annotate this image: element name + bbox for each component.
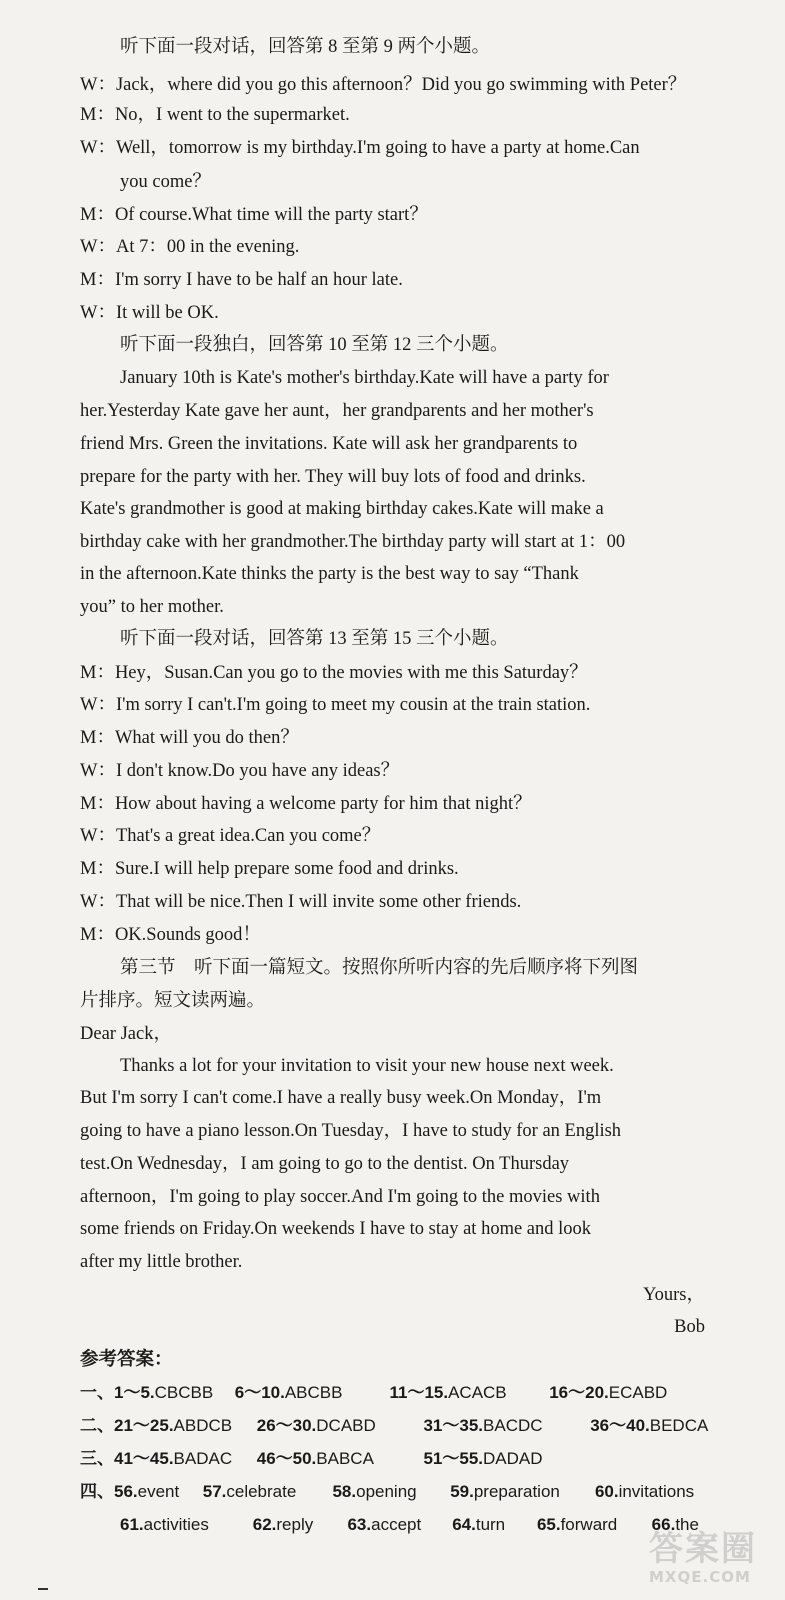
section-intro: 听下面一段对话，回答第 13 至第 15 三个小题。	[120, 629, 509, 649]
dialog-line: M：I'm sorry I have to be half an hour late.	[80, 270, 403, 290]
dialog-line: M：How about having a welcome party for him that night？	[80, 794, 532, 814]
answer-row	[80, 1442, 755, 1476]
answer-item: 一、1～5.CBCBB	[80, 1383, 214, 1402]
answer-row	[80, 1376, 755, 1410]
answer-item: 16～20.ECABD	[549, 1383, 668, 1402]
dialog-line: W：I'm sorry I can't.I'm going to meet my cousin at the train station.	[80, 695, 591, 715]
dialog-line: W：I don't know.Do you have any ideas？	[80, 761, 400, 781]
answer-item: 65.forward	[536, 1515, 618, 1534]
paragraph-line: birthday cake with her grandmother.The birthday party will start at 1：00	[80, 532, 626, 552]
letter-closing: Yours，	[643, 1285, 705, 1305]
dialog-line: W：At 7：00 in the evening.	[80, 237, 300, 257]
letter-salutation: Dear Jack，	[80, 1024, 172, 1044]
letter-line: test.On Wednesday，I am going to go to the dentist. On Thursday	[80, 1154, 570, 1174]
answer-item: 66.the	[651, 1515, 699, 1534]
answer-item: 64.turn	[452, 1515, 506, 1534]
section-intro: 听下面一段对话，回答第 8 至第 9 两个小题。	[120, 37, 491, 57]
answer-row	[80, 1409, 755, 1443]
answer-item: 57.celebrate	[202, 1482, 297, 1501]
watermark-logo: 答案圈 MXQE.COM	[649, 1529, 757, 1586]
answer-item: 60.invitations	[594, 1482, 695, 1501]
dialog-line: M：No，I went to the supermarket.	[80, 105, 350, 125]
section-heading: 第三节 听下面一篇短文。按照你所听内容的先后顺序将下列图	[120, 958, 639, 978]
answer-item: 三、41～45.BADAC	[80, 1449, 233, 1468]
dialog-line: W：That will be nice.Then I will invite some other friends.	[80, 892, 522, 912]
answer-item: 26～30.DCABD	[256, 1416, 376, 1435]
paragraph-line: her.Yesterday Kate gave her aunt，her grandparents and her mother's	[80, 401, 594, 421]
answer-item: 63.accept	[347, 1515, 422, 1534]
answer-item: 46～50.BABCA	[256, 1449, 374, 1468]
answer-item: 31～35.BACDC	[423, 1416, 543, 1435]
answer-item: 61.activities	[120, 1515, 209, 1534]
answer-item: 四、56.event	[80, 1482, 180, 1501]
letter-line: some friends on Friday.On weekends I have to stay at home and look	[80, 1219, 592, 1239]
dialog-line: you come？	[120, 172, 211, 192]
page-mark	[38, 1588, 48, 1590]
answer-item: 59.preparation	[450, 1482, 560, 1501]
letter-line: Thanks a lot for your invitation to visit your new house next week.	[120, 1056, 614, 1076]
dialog-line: M：Of course.What time will the party start？	[80, 205, 428, 225]
letter-line: going to have a piano lesson.On Tuesday，I have to study for an English	[80, 1121, 622, 1141]
letter-signature: Bob	[674, 1317, 705, 1337]
answer-item: 62.reply	[252, 1515, 314, 1534]
dialog-line: M：What will you do then？	[80, 728, 299, 748]
answer-item: 51～55.DADAD	[423, 1449, 543, 1468]
letter-line: afternoon，I'm going to play soccer.And I'm going to the movies with	[80, 1187, 600, 1207]
paragraph-line: January 10th is Kate's mother's birthday.Kate will have a party for	[120, 368, 609, 388]
paragraph-line: in the afternoon.Kate thinks the party is the best way to say “Thank	[80, 564, 579, 584]
dialog-line: W：Well，tomorrow is my birthday.I'm going to have a party at home.Can	[80, 138, 640, 158]
answer-item: 36～40.BEDCA	[590, 1416, 709, 1435]
dialog-line: W：That's a great idea.Can you come？	[80, 826, 381, 846]
paragraph-line: friend Mrs. Green the invitations. Kate will ask her grandparents to	[80, 434, 578, 454]
paragraph-line: Kate's grandmother is good at making birthday cakes.Kate will make a	[80, 499, 604, 519]
answer-row	[80, 1475, 755, 1509]
dialog-line: W：Jack，where did you go this afternoon？Did you go swimming with Peter？	[80, 75, 687, 95]
dialog-line: M：OK.Sounds good！	[80, 925, 261, 945]
letter-line: after my little brother.	[80, 1252, 243, 1272]
answer-item: 58.opening	[332, 1482, 417, 1501]
paragraph-line: you” to her mother.	[80, 597, 224, 617]
answers-title: 参考答案：	[80, 1350, 173, 1370]
section-intro: 听下面一段独白，回答第 10 至第 12 三个小题。	[120, 335, 509, 355]
answer-item: 6～10.ABCBB	[234, 1383, 343, 1402]
letter-line: But I'm sorry I can't come.I have a really busy week.On Monday，I'm	[80, 1088, 602, 1108]
section-heading: 片排序。短文读两遍。	[80, 991, 266, 1011]
dialog-line: M：Hey，Susan.Can you go to the movies with me this Saturday？	[80, 663, 588, 683]
answer-item: 11～15.ACACB	[389, 1383, 507, 1402]
dialog-line: W：It will be OK.	[80, 303, 219, 323]
dialog-line: M：Sure.I will help prepare some food and drinks.	[80, 859, 459, 879]
paragraph-line: prepare for the party with her. They will buy lots of food and drinks.	[80, 467, 586, 487]
answer-item: 二、21～25.ABDCB	[80, 1416, 233, 1435]
